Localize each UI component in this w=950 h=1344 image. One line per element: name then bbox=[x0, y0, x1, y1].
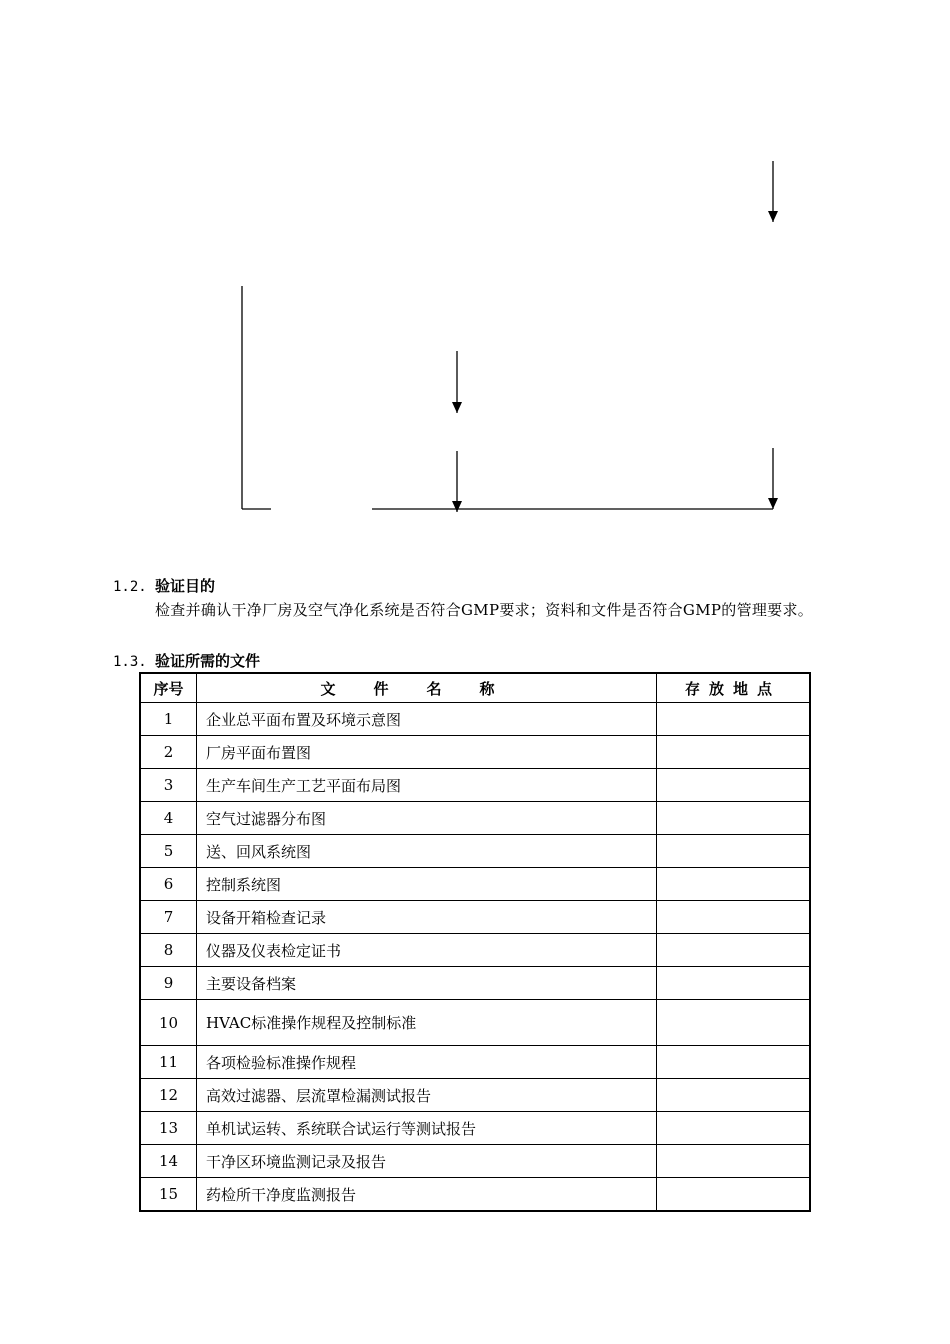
flow-diagram bbox=[0, 0, 950, 540]
row-number: 6 bbox=[140, 868, 197, 901]
row-number: 13 bbox=[140, 1112, 197, 1145]
row-number: 8 bbox=[140, 934, 197, 967]
table-row bbox=[140, 1000, 810, 1046]
document-name: 设备开箱检查记录 bbox=[197, 901, 657, 934]
document-name: 干净区环境监测记录及报告 bbox=[197, 1145, 657, 1178]
row-number: 9 bbox=[140, 967, 197, 1000]
document-name: 仪器及仪表检定证书 bbox=[197, 934, 657, 967]
storage-location bbox=[657, 1145, 811, 1178]
row-number: 1 bbox=[140, 703, 197, 736]
table-row bbox=[140, 1046, 810, 1079]
table-row bbox=[140, 901, 810, 934]
table-row bbox=[140, 1112, 810, 1145]
storage-location bbox=[657, 934, 811, 967]
storage-location bbox=[657, 1046, 811, 1079]
storage-location bbox=[657, 736, 811, 769]
header-name: 文件名称 bbox=[197, 673, 657, 703]
required-documents-table bbox=[139, 672, 811, 1212]
document-name: 高效过滤器、层流罩检漏测试报告 bbox=[197, 1079, 657, 1112]
header-location: 存放地点 bbox=[657, 673, 811, 703]
document-name: 主要设备档案 bbox=[197, 967, 657, 1000]
row-number: 12 bbox=[140, 1079, 197, 1112]
table-row bbox=[140, 1178, 810, 1212]
row-number: 5 bbox=[140, 835, 197, 868]
table-row bbox=[140, 802, 810, 835]
storage-location bbox=[657, 769, 811, 802]
document-name: 各项检验标准操作规程 bbox=[197, 1046, 657, 1079]
table-row bbox=[140, 703, 810, 736]
storage-location bbox=[657, 967, 811, 1000]
section-number: 1.2. bbox=[113, 579, 147, 595]
section-number: 1.3. bbox=[113, 654, 147, 670]
section-title: 验证所需的文件 bbox=[155, 652, 261, 670]
storage-location bbox=[657, 703, 811, 736]
table-row bbox=[140, 736, 810, 769]
storage-location bbox=[657, 1000, 811, 1046]
table-row bbox=[140, 934, 810, 967]
section-heading-1-3 bbox=[113, 650, 260, 671]
table-header-row bbox=[140, 673, 810, 703]
storage-location bbox=[657, 868, 811, 901]
document-name: 厂房平面布置图 bbox=[197, 736, 657, 769]
storage-location bbox=[657, 1178, 811, 1212]
storage-location bbox=[657, 1112, 811, 1145]
table-row bbox=[140, 835, 810, 868]
row-number: 15 bbox=[140, 1178, 197, 1212]
storage-location bbox=[657, 1079, 811, 1112]
storage-location bbox=[657, 802, 811, 835]
table-row bbox=[140, 868, 810, 901]
storage-location bbox=[657, 901, 811, 934]
row-number: 4 bbox=[140, 802, 197, 835]
row-number: 11 bbox=[140, 1046, 197, 1079]
row-number: 14 bbox=[140, 1145, 197, 1178]
section-title: 验证目的 bbox=[155, 577, 216, 595]
row-number: 10 bbox=[140, 1000, 197, 1046]
row-number: 2 bbox=[140, 736, 197, 769]
document-name: 生产车间生产工艺平面布局图 bbox=[197, 769, 657, 802]
document-name: 企业总平面布置及环境示意图 bbox=[197, 703, 657, 736]
row-number: 3 bbox=[140, 769, 197, 802]
document-name: 空气过滤器分布图 bbox=[197, 802, 657, 835]
table-row bbox=[140, 769, 810, 802]
document-name: HVAC标准操作规程及控制标准 bbox=[197, 1000, 657, 1046]
document-name: 单机试运转、系统联合试运行等测试报告 bbox=[197, 1112, 657, 1145]
document-name: 送、回风系统图 bbox=[197, 835, 657, 868]
storage-location bbox=[657, 835, 811, 868]
table-row bbox=[140, 967, 810, 1000]
header-no: 序号 bbox=[140, 673, 197, 703]
table-row bbox=[140, 1145, 810, 1178]
document-name: 药检所干净度监测报告 bbox=[197, 1178, 657, 1212]
table-row bbox=[140, 1079, 810, 1112]
document-name: 控制系统图 bbox=[197, 868, 657, 901]
section-heading-1-2 bbox=[113, 575, 215, 596]
row-number: 7 bbox=[140, 901, 197, 934]
purpose-paragraph: 检查并确认干净厂房及空气净化系统是否符合GMP要求；资料和文件是否符合GMP的管理要求。 bbox=[155, 601, 814, 619]
